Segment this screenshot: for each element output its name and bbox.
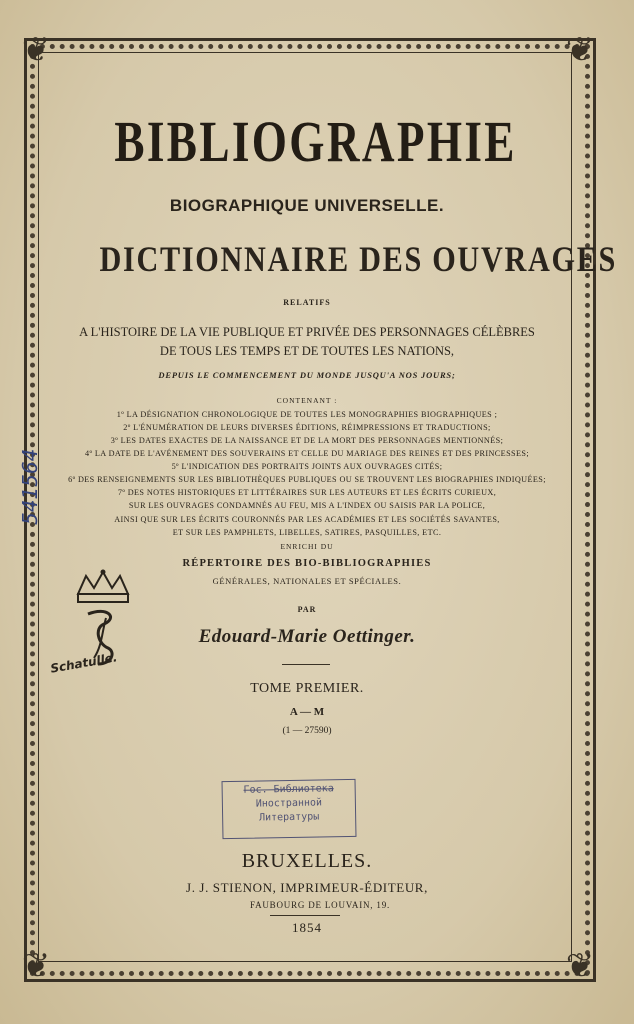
- letter-range: A — M: [289, 706, 325, 718]
- divider: [270, 915, 340, 916]
- divider: [282, 664, 330, 665]
- stamp-line-1: Гос. Библиотека: [243, 783, 334, 796]
- city: BRUXELLES.: [241, 850, 373, 872]
- history-line-1: A L'HISTOIRE DE LA VIE PUBLIQUE ET PRIVÉE DES PERSONNAGES CÉLÈBRES: [79, 325, 535, 339]
- corner-ornament-icon: ❦: [565, 946, 595, 986]
- enrichi-label: ENRICHI DU: [280, 542, 334, 551]
- printer: J. J. STIENON, IMPRIMEUR-ÉDITEUR,: [186, 880, 428, 895]
- relatifs-label: RELATIFS: [283, 298, 331, 307]
- repertoire-heading: RÉPERTOIRE DES BIO-BIBLIOGRAPHIES: [182, 558, 432, 569]
- content-item: SUR LES OUVRAGES CONDAMNÉS AU FEU, MIS A L'INDEX OU SAISIS PAR LA POLICE,: [128, 501, 486, 510]
- crest-label: Schatulle.: [49, 650, 119, 676]
- contenant-label: CONTENANT :: [276, 396, 338, 405]
- corner-ornament-icon: ❦: [565, 30, 595, 70]
- library-stamp: [222, 779, 357, 839]
- content-item: 3º LES DATES EXACTES DE LA NAISSANCE ET DE LA MORT DES PERSONNAGES MENTIONNÉS;: [110, 436, 504, 445]
- entry-range: (1 — 27590): [282, 726, 332, 736]
- address: FAUBOURG DE LOUVAIN, 19.: [249, 900, 391, 910]
- content-item: AINSI QUE SUR LES ÉCRITS COURONNÉS PAR LES ACADÉMIES ET LES SOCIÉTÉS SAVANTES,: [114, 515, 500, 524]
- content-item: 5º L'INDICATION DES PORTRAITS JOINTS AUX OUVRAGES CITÉS;: [171, 462, 443, 471]
- stamp-line-3: Литературы: [258, 811, 320, 824]
- corner-ornament-icon: ❦: [21, 946, 51, 986]
- generales-line: GÉNÉRALES, NATIONALES ET SPÉCIALES.: [212, 576, 402, 586]
- author-name: Edouard-Marie Oettinger.: [198, 626, 416, 647]
- dictionary-heading: DICTIONNAIRE DES OUVRAGES: [99, 239, 618, 279]
- volume-label: TOME PREMIER.: [250, 681, 364, 696]
- subtitle: BIOGRAPHIQUE UNIVERSELLE.: [169, 196, 445, 215]
- content-item: 4º LA DATE DE L'AVÉNEMENT DES SOUVERAINS ET CELLE DU MARIAGE DES REINES ET DES PRINCESSES;: [84, 449, 529, 458]
- history-line-2: DE TOUS LES TEMPS ET DE TOUTES LES NATIONS,: [159, 344, 455, 358]
- year: 1854: [292, 920, 322, 935]
- content-item: 7º DES NOTES HISTORIQUES ET LITTÉRAIRES SUR LES AUTEURS ET LES ÉCRITS CURIEUX,: [117, 488, 497, 497]
- stamp-line-2: Иностранной: [255, 797, 323, 810]
- depuis-line: DEPUIS LE COMMENCEMENT DU MONDE JUSQU'A NOS JOURS;: [158, 370, 456, 380]
- content-item: 2º L'ÉNUMÉRATION DE LEURS DIVERSES ÉDITIONS, RÉIMPRESSIONS ET TRADUCTIONS;: [123, 423, 491, 432]
- content-item: 6º DES RENSEIGNEMENTS SUR LES BIBLIOTHÈQUES PUBLIQUES OU SE TROUVENT LES BIOGRAPHIES INDIQUÉES;: [68, 475, 546, 484]
- handwritten-shelf-number: 541564: [18, 448, 42, 525]
- par-label: PAR: [297, 605, 317, 614]
- corner-ornament-icon: ❦: [21, 30, 51, 70]
- main-title: BIBLIOGRAPHIE: [114, 109, 517, 174]
- content-item: ET SUR LES PAMPHLETS, LIBELLES, SATIRES, PASQUILLES, ETC.: [172, 528, 442, 537]
- content-item: 1º LA DÉSIGNATION CHRONOLOGIQUE DE TOUTES LES MONOGRAPHIES BIOGRAPHIQUES ;: [116, 410, 498, 419]
